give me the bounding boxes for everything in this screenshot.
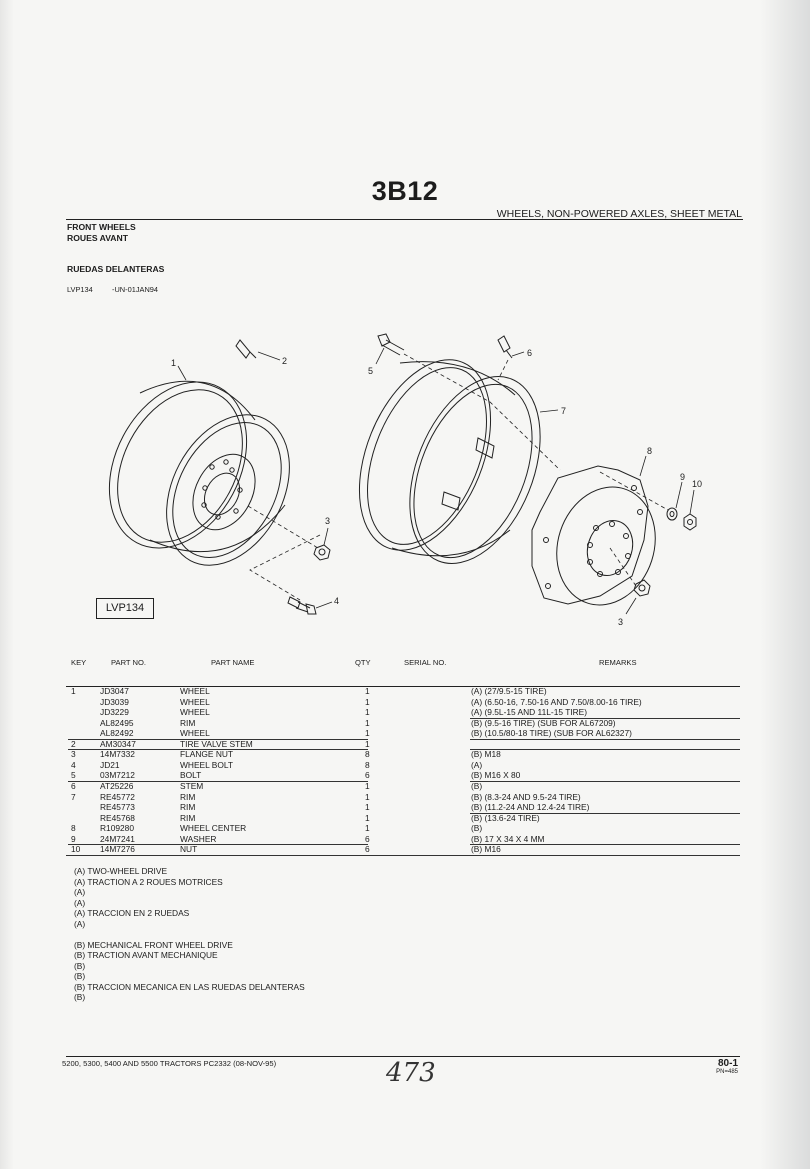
row-qty: 1	[365, 802, 370, 813]
callout-8: 8	[647, 446, 653, 456]
row-qty: 8	[365, 759, 370, 770]
row-remarks: (B) M16 X 80	[471, 770, 521, 781]
footnote: (B) MECHANICAL FRONT WHEEL DRIVE	[74, 940, 233, 950]
row-qty: 1	[365, 696, 370, 707]
row-remarks: (B) (10.5/80-18 TIRE) (SUB FOR AL62327)	[471, 728, 632, 739]
col-header-serial-no: SERIAL NO.	[404, 658, 447, 667]
row-part-no: 24M7241	[100, 833, 135, 844]
table-row	[0, 823, 810, 834]
row-part-no: RE45773	[100, 802, 135, 813]
table-row	[0, 686, 810, 697]
row-key: 3	[71, 749, 76, 760]
table-row	[0, 749, 810, 760]
row-qty: 1	[365, 791, 370, 802]
table-row	[0, 697, 810, 708]
row-remarks: (A) (6.50-16, 7.50-16 AND 7.50/8.00-16 TIRE)	[471, 696, 642, 707]
row-qty: 6	[365, 770, 370, 781]
row-qty: 1	[365, 707, 370, 718]
row-part-name: WHEEL	[180, 728, 210, 739]
row-part-no: 14M7276	[100, 844, 135, 855]
nut-10-drawing	[684, 514, 696, 530]
row-rule	[68, 844, 368, 845]
row-part-name: STEM	[180, 780, 204, 791]
table-row	[0, 728, 810, 739]
title-french: ROUES AVANT	[67, 233, 128, 243]
col-header-key: KEY	[71, 658, 87, 667]
footnote: (B)	[74, 961, 86, 971]
row-qty: 1	[365, 823, 370, 834]
section-title: WHEELS, NON-POWERED AXLES, SHEET METAL	[496, 208, 742, 220]
row-remarks: (A)	[471, 759, 483, 770]
table-row	[0, 792, 810, 803]
illustration-date: -UN-01JAN94	[112, 285, 159, 294]
row-remarks: (B) (11.2-24 AND 12.4-24 TIRE)	[471, 802, 590, 813]
col-header-remarks: REMARKS	[599, 658, 637, 667]
table-row	[0, 802, 810, 813]
table-row	[0, 844, 810, 855]
row-remarks: (B) (9.5-16 TIRE) (SUB FOR AL67209)	[471, 717, 616, 728]
callout-10: 10	[692, 479, 703, 489]
section-code: 3B12	[371, 176, 439, 206]
title-english: FRONT WHEELS	[67, 222, 136, 232]
footer-divider	[66, 1056, 740, 1057]
row-key: 10	[71, 844, 81, 855]
row-rule	[470, 749, 740, 750]
page-sub-number: PN=485	[716, 1069, 738, 1075]
row-remarks: (B)	[471, 823, 483, 834]
wheel-center-8-drawing	[532, 466, 670, 618]
row-part-no: RE45768	[100, 812, 135, 823]
row-part-name: RIM	[180, 791, 196, 802]
table-row	[0, 739, 810, 750]
row-key: 8	[71, 823, 76, 834]
table-row	[0, 834, 810, 845]
row-part-no: JD3039	[100, 696, 129, 707]
footnote: (B)	[74, 992, 86, 1002]
callout-7: 7	[561, 406, 567, 416]
stem-6-drawing	[498, 336, 512, 358]
footnote: (A)	[74, 887, 86, 897]
row-part-name: RIM	[180, 812, 196, 823]
row-part-name: WHEEL	[180, 696, 210, 707]
row-qty: 6	[365, 833, 370, 844]
row-key: 4	[71, 759, 76, 770]
row-remarks: (B) (8.3-24 AND 9.5-24 TIRE)	[471, 791, 581, 802]
row-qty: 1	[365, 728, 370, 739]
row-part-no: JD3229	[100, 707, 129, 718]
row-part-name: WHEEL	[180, 686, 210, 696]
table-row	[0, 770, 810, 781]
row-rule	[470, 718, 740, 719]
row-part-no: AM30347	[100, 738, 136, 749]
row-remarks: (A) (27/9.5-15 TIRE)	[471, 686, 547, 696]
row-part-name: TIRE VALVE STEM	[180, 738, 253, 749]
row-remarks: (B)	[471, 780, 483, 791]
row-part-no: AT25226	[100, 780, 134, 791]
row-remarks: (B) M18	[471, 749, 501, 760]
row-key: 1	[71, 686, 76, 696]
table-row	[0, 781, 810, 792]
row-qty: 1	[365, 780, 370, 791]
row-key: 2	[71, 738, 76, 749]
row-part-name: WHEEL CENTER	[180, 823, 247, 834]
table-row	[0, 718, 810, 729]
row-qty: 1	[365, 686, 370, 696]
row-part-name: BOLT	[180, 770, 202, 781]
callout-9: 9	[680, 472, 686, 482]
leader-dashes-left	[248, 506, 320, 600]
row-part-no: 14M7332	[100, 749, 135, 760]
col-header-qty: QTY	[355, 658, 371, 667]
footnote: (A)	[74, 919, 86, 929]
row-rule	[68, 749, 368, 750]
callout-2: 2	[282, 356, 288, 366]
row-remarks: (B) M16	[471, 844, 501, 855]
footnote: (A) TWO-WHEEL DRIVE	[74, 866, 168, 876]
row-rule	[470, 739, 740, 740]
row-part-no: 03M7212	[100, 770, 135, 781]
header-divider	[66, 219, 743, 220]
footnote: (B) TRACTION AVANT MECHANIQUE	[74, 950, 218, 960]
footer-models: 5200, 5300, 5400 AND 5500 TRACTORS PC2332 (08-NOV-95)	[62, 1059, 277, 1068]
exploded-parts-diagram	[0, 300, 810, 640]
row-part-no: AL82492	[100, 728, 134, 739]
row-rule	[68, 781, 368, 782]
row-rule	[68, 739, 368, 740]
row-part-no: JD21	[100, 759, 120, 770]
callout-6: 6	[527, 348, 533, 358]
row-part-no: AL82495	[100, 717, 134, 728]
row-part-name: NUT	[180, 844, 198, 855]
footnote: (A)	[74, 898, 86, 908]
row-qty: 6	[365, 844, 370, 855]
wheel-bolt-drawing	[288, 597, 316, 614]
row-part-no: R109280	[100, 823, 134, 834]
title-spanish: RUEDAS DELANTERAS	[67, 264, 165, 274]
row-key: 9	[71, 833, 76, 844]
row-qty: 1	[365, 812, 370, 823]
row-part-name: WHEEL	[180, 707, 210, 718]
callout-1: 1	[171, 358, 177, 368]
row-part-name: FLANGE NUT	[180, 749, 234, 760]
row-part-name: WHEEL BOLT	[180, 759, 234, 770]
row-remarks: (B) (13.6-24 TIRE)	[471, 812, 540, 823]
col-header-part-name: PART NAME	[211, 658, 255, 667]
row-qty: 1	[365, 717, 370, 728]
table-row	[0, 707, 810, 718]
row-key: 6	[71, 780, 76, 791]
row-part-name: WASHER	[180, 833, 217, 844]
handwritten-page-number: 473	[386, 1058, 436, 1088]
row-remarks: (A) (9.5L-15 AND 11L-15 TIRE)	[471, 707, 588, 718]
rim-7-drawing	[334, 341, 566, 583]
callout-4: 4	[334, 596, 340, 606]
table-row	[0, 760, 810, 771]
callout-5: 5	[368, 366, 374, 376]
wheel-left-drawing	[82, 358, 314, 586]
valve-stem-drawing	[236, 340, 256, 358]
row-part-no: RE45772	[100, 791, 135, 802]
row-rule	[470, 781, 740, 782]
footnote: (A) TRACCION EN 2 RUEDAS	[74, 908, 190, 918]
washer-9-drawing	[667, 508, 677, 520]
callout-3-right: 3	[618, 617, 624, 627]
col-header-part-no: PART NO.	[111, 658, 147, 667]
illustration-ref: LVP134	[67, 285, 93, 294]
row-part-name: RIM	[180, 717, 196, 728]
row-key: 5	[71, 770, 76, 781]
footnote: (B)	[74, 971, 86, 981]
row-qty: 8	[365, 749, 370, 760]
table-bottom-rule	[66, 855, 740, 856]
footnote: (A) TRACTION A 2 ROUES MOTRICES	[74, 877, 223, 887]
row-remarks: (B) 17 X 34 X 4 MM	[471, 833, 545, 844]
row-part-no: JD3047	[100, 686, 129, 696]
illustration-label-box: LVP134	[96, 598, 154, 619]
row-rule	[470, 844, 740, 845]
row-qty: 1	[365, 738, 370, 749]
page-number: 80-1	[717, 1058, 738, 1069]
table-row	[0, 813, 810, 824]
callout-3-left: 3	[325, 516, 331, 526]
footnote: (B) TRACCION MECANICA EN LAS RUEDAS DELANTERAS	[74, 982, 305, 992]
row-rule	[470, 813, 740, 814]
row-key: 7	[71, 791, 76, 802]
row-part-name: RIM	[180, 802, 196, 813]
